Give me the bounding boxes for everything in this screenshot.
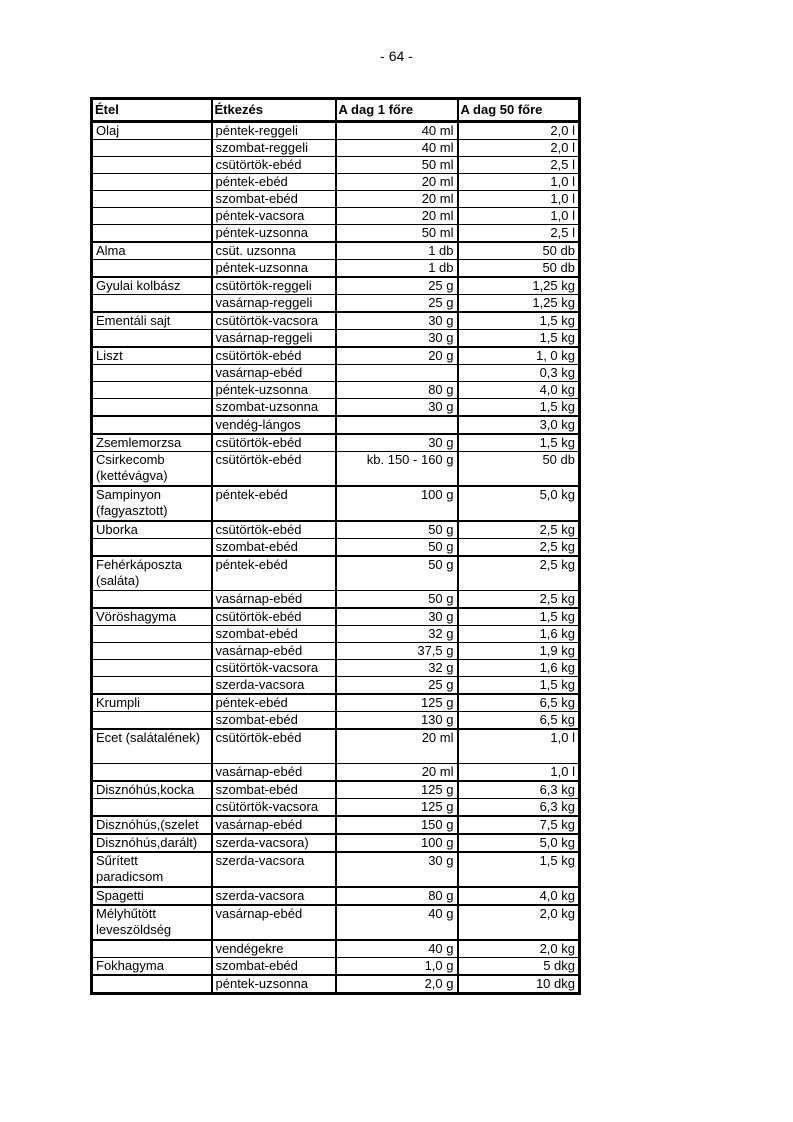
portion-per-50-cell: 2,0 l (458, 140, 580, 157)
portion-per-50-cell: 1,25 kg (458, 277, 580, 295)
food-cell: Sűrített paradicsom (92, 852, 212, 887)
table-row (92, 157, 580, 174)
food-cell: Krumpli (92, 694, 212, 712)
meal-cell: szombat-ebéd (212, 191, 336, 208)
meal-cell: csütörtök-ebéd (212, 608, 336, 626)
food-cell (92, 660, 212, 677)
table-row (92, 608, 580, 626)
table-row (92, 834, 580, 852)
meal-cell: vasárnap-reggeli (212, 295, 336, 313)
table-row (92, 694, 580, 712)
portion-per-1-cell: 20 ml (336, 174, 458, 191)
meal-cell: szombat-ebéd (212, 626, 336, 643)
portion-per-1-cell: 125 g (336, 781, 458, 799)
portion-per-50-cell: 2,0 kg (458, 940, 580, 958)
portion-per-50-cell: 1,9 kg (458, 643, 580, 660)
table-row (92, 382, 580, 399)
portion-per-1-cell: 32 g (336, 626, 458, 643)
table-row (92, 539, 580, 557)
portion-per-1-cell: 2,0 g (336, 975, 458, 994)
food-cell (92, 975, 212, 994)
table-row (92, 660, 580, 677)
meal-cell: csütörtök-vacsora (212, 799, 336, 817)
meal-cell: csütörtök-vacsora (212, 660, 336, 677)
table-row (92, 434, 580, 452)
table-row (92, 781, 580, 799)
portion-per-1-cell: 40 g (336, 905, 458, 940)
portion-per-1-cell: 50 ml (336, 225, 458, 243)
table-row (92, 556, 580, 591)
table-row (92, 816, 580, 834)
table-row (92, 799, 580, 817)
portion-per-1-cell: 20 ml (336, 729, 458, 764)
page-number: - 64 - (380, 48, 413, 64)
food-cell: Olaj (92, 122, 212, 140)
food-cell (92, 799, 212, 817)
meal-cell: vendég-lángos (212, 416, 336, 434)
portion-per-1-cell: 20 ml (336, 208, 458, 225)
table-row (92, 591, 580, 609)
meal-cell: csütörtök-reggeli (212, 277, 336, 295)
meal-cell: péntek-ebéd (212, 694, 336, 712)
food-portions-table (90, 97, 581, 995)
meal-cell: szerda-vacsora (212, 852, 336, 887)
portion-per-50-cell: 1,5 kg (458, 330, 580, 348)
portion-per-1-cell: 50 ml (336, 157, 458, 174)
table-row (92, 521, 580, 539)
portion-per-50-cell: 1,5 kg (458, 399, 580, 417)
food-cell: Mélyhűtött leveszöldség (92, 905, 212, 940)
portion-per-50-cell: 2,5 l (458, 225, 580, 243)
food-cell (92, 591, 212, 609)
portion-per-50-cell: 1,0 l (458, 174, 580, 191)
table-row (92, 643, 580, 660)
portion-per-1-cell: 25 g (336, 295, 458, 313)
portion-per-50-cell: 50 db (458, 452, 580, 487)
food-cell (92, 295, 212, 313)
portion-per-1-cell: 50 g (336, 521, 458, 539)
food-cell (92, 764, 212, 782)
table-row (92, 940, 580, 958)
portion-per-1-cell: 1 db (336, 242, 458, 260)
meal-cell: szombat-ebéd (212, 781, 336, 799)
meal-cell: csütörtök-vacsora (212, 312, 336, 330)
portion-per-1-cell: 40 ml (336, 122, 458, 140)
portion-per-50-cell: 2,5 kg (458, 539, 580, 557)
portion-per-50-cell: 5 dkg (458, 958, 580, 976)
table-row (92, 399, 580, 417)
food-cell: Sampinyon (fagyasztott) (92, 486, 212, 521)
table-row (92, 975, 580, 994)
portion-per-50-cell: 10 dkg (458, 975, 580, 994)
food-cell: Liszt (92, 347, 212, 365)
meal-cell: vasárnap-ebéd (212, 764, 336, 782)
food-cell (92, 382, 212, 399)
portion-per-50-cell: 1,5 kg (458, 312, 580, 330)
portion-per-1-cell: 40 ml (336, 140, 458, 157)
food-cell (92, 208, 212, 225)
food-cell (92, 399, 212, 417)
food-cell: Uborka (92, 521, 212, 539)
meal-cell: szerda-vacsora) (212, 834, 336, 852)
portion-per-50-cell: 5,0 kg (458, 834, 580, 852)
portion-per-50-cell: 1, 0 kg (458, 347, 580, 365)
portion-per-50-cell: 1,5 kg (458, 608, 580, 626)
portion-per-1-cell: 20 ml (336, 191, 458, 208)
meal-cell: szombat-ebéd (212, 712, 336, 730)
food-cell: Alma (92, 242, 212, 260)
portion-per-1-cell: 150 g (336, 816, 458, 834)
food-cell (92, 225, 212, 243)
portion-per-1-cell: 30 g (336, 399, 458, 417)
meal-cell: szombat-ebéd (212, 958, 336, 976)
table-row (92, 277, 580, 295)
meal-cell: csütörtök-ebéd (212, 521, 336, 539)
meal-cell: péntek-ebéd (212, 174, 336, 191)
table-row (92, 712, 580, 730)
meal-cell: vasárnap-ebéd (212, 643, 336, 660)
portion-per-1-cell: 80 g (336, 382, 458, 399)
table-row (92, 729, 580, 764)
portion-per-50-cell: 6,3 kg (458, 799, 580, 817)
portion-per-1-cell: 30 g (336, 434, 458, 452)
table-row (92, 225, 580, 243)
food-cell: Disznóhús,(szelet (92, 816, 212, 834)
portion-per-50-cell: 1,6 kg (458, 626, 580, 643)
food-cell (92, 416, 212, 434)
portion-per-50-cell: 2,0 kg (458, 905, 580, 940)
portion-per-1-cell: 100 g (336, 834, 458, 852)
portion-per-50-cell: 3,0 kg (458, 416, 580, 434)
portion-per-50-cell: 2,5 kg (458, 556, 580, 591)
table-row (92, 905, 580, 940)
table-row (92, 958, 580, 976)
meal-cell: péntek-ebéd (212, 556, 336, 591)
meal-cell: péntek-uzsonna (212, 225, 336, 243)
portion-per-50-cell: 5,0 kg (458, 486, 580, 521)
food-cell: Zsemlemorzsa (92, 434, 212, 452)
food-cell: Fehérkáposzta (saláta) (92, 556, 212, 591)
portion-per-1-cell: 40 g (336, 940, 458, 958)
meal-cell: szombat-ebéd (212, 539, 336, 557)
table-row (92, 260, 580, 278)
table-row (92, 677, 580, 695)
portion-per-1-cell: 25 g (336, 677, 458, 695)
meal-cell: vasárnap-ebéd (212, 365, 336, 382)
portion-per-1-cell: 32 g (336, 660, 458, 677)
food-cell (92, 174, 212, 191)
food-cell: Vöröshagyma (92, 608, 212, 626)
meal-cell: péntek-reggeli (212, 122, 336, 140)
meal-cell: péntek-ebéd (212, 486, 336, 521)
meal-cell: szombat-uzsonna (212, 399, 336, 417)
food-cell (92, 191, 212, 208)
portion-per-1-cell: 125 g (336, 694, 458, 712)
food-cell (92, 643, 212, 660)
meal-cell: csütörtök-ebéd (212, 347, 336, 365)
portion-per-50-cell: 1,5 kg (458, 677, 580, 695)
food-cell: Disznóhús,kocka (92, 781, 212, 799)
table-row (92, 887, 580, 905)
portion-per-50-cell: 4,0 kg (458, 887, 580, 905)
portion-per-1-cell: 125 g (336, 799, 458, 817)
food-cell: Disznóhús,darált) (92, 834, 212, 852)
portion-per-1-cell: 130 g (336, 712, 458, 730)
portion-per-1-cell: kb. 150 - 160 g (336, 452, 458, 487)
meal-cell: vasárnap-ebéd (212, 905, 336, 940)
table-row (92, 140, 580, 157)
food-cell (92, 539, 212, 557)
meal-cell: péntek-vacsora (212, 208, 336, 225)
food-cell (92, 365, 212, 382)
portion-per-50-cell: 6,3 kg (458, 781, 580, 799)
portion-per-1-cell: 50 g (336, 539, 458, 557)
portion-per-50-cell: 1,6 kg (458, 660, 580, 677)
portion-per-50-cell: 2,5 kg (458, 521, 580, 539)
meal-cell: vasárnap-ebéd (212, 591, 336, 609)
meal-cell: szombat-reggeli (212, 140, 336, 157)
table-row (92, 295, 580, 313)
portion-per-50-cell: 6,5 kg (458, 712, 580, 730)
portion-per-1-cell: 100 g (336, 486, 458, 521)
food-cell: Csirkecomb (kettévágva) (92, 452, 212, 487)
portion-per-50-cell: 50 db (458, 260, 580, 278)
portion-per-50-cell: 4,0 kg (458, 382, 580, 399)
meal-cell: csütörtök-ebéd (212, 157, 336, 174)
portion-per-1-cell: 50 g (336, 591, 458, 609)
food-cell (92, 260, 212, 278)
meal-cell: csütörtök-ebéd (212, 452, 336, 487)
table-row (92, 208, 580, 225)
meal-cell: vendégekre (212, 940, 336, 958)
portion-per-1-cell: 30 g (336, 852, 458, 887)
portion-per-1-cell: 20 g (336, 347, 458, 365)
food-cell (92, 157, 212, 174)
table-row (92, 764, 580, 782)
portion-per-50-cell: 1,5 kg (458, 852, 580, 887)
meal-cell: péntek-uzsonna (212, 382, 336, 399)
portion-per-50-cell: 1,0 l (458, 729, 580, 764)
table-row (92, 626, 580, 643)
portion-per-50-cell: 6,5 kg (458, 694, 580, 712)
table-row (92, 365, 580, 382)
table-row (92, 174, 580, 191)
table-row (92, 242, 580, 260)
portion-per-50-cell: 0,3 kg (458, 365, 580, 382)
table-body (92, 122, 580, 994)
food-cell: Ecet (salátalének) (92, 729, 212, 764)
portion-per-50-cell: 1,0 l (458, 764, 580, 782)
portion-per-1-cell: 30 g (336, 312, 458, 330)
column-header-portion-per-50: A dag 50 főre (458, 99, 580, 122)
column-header-food: Étel (92, 99, 212, 122)
table-row (92, 330, 580, 348)
portion-per-1-cell: 30 g (336, 608, 458, 626)
portion-per-1-cell: 1,0 g (336, 958, 458, 976)
portion-per-50-cell: 1,0 l (458, 191, 580, 208)
food-cell (92, 140, 212, 157)
portion-per-1-cell: 25 g (336, 277, 458, 295)
header-row (92, 99, 580, 122)
portion-per-50-cell: 1,5 kg (458, 434, 580, 452)
portion-per-1-cell (336, 365, 458, 382)
portion-per-50-cell: 2,0 l (458, 122, 580, 140)
meal-cell: vasárnap-ebéd (212, 816, 336, 834)
portion-per-50-cell: 2,5 l (458, 157, 580, 174)
portion-per-1-cell: 1 db (336, 260, 458, 278)
meal-cell: csüt. uzsonna (212, 242, 336, 260)
meal-cell: péntek-uzsonna (212, 260, 336, 278)
column-header-portion-per-1: A dag 1 főre (336, 99, 458, 122)
portion-per-1-cell: 37,5 g (336, 643, 458, 660)
food-cell (92, 677, 212, 695)
portion-per-1-cell: 20 ml (336, 764, 458, 782)
food-cell (92, 712, 212, 730)
meal-cell: vasárnap-reggeli (212, 330, 336, 348)
portion-per-1-cell: 50 g (336, 556, 458, 591)
portion-per-50-cell: 50 db (458, 242, 580, 260)
food-cell (92, 330, 212, 348)
food-cell (92, 626, 212, 643)
portion-per-50-cell: 7,5 kg (458, 816, 580, 834)
table-row (92, 452, 580, 487)
meal-cell: csütörtök-ebéd (212, 434, 336, 452)
portion-per-50-cell: 1,0 l (458, 208, 580, 225)
table-row (92, 486, 580, 521)
table-row (92, 191, 580, 208)
food-cell: Ementáli sajt (92, 312, 212, 330)
portion-per-1-cell: 80 g (336, 887, 458, 905)
food-cell: Gyulai kolbász (92, 277, 212, 295)
meal-cell: szerda-vacsora (212, 677, 336, 695)
meal-cell: péntek-uzsonna (212, 975, 336, 994)
column-header-meal: Étkezés (212, 99, 336, 122)
meal-cell: szerda-vacsora (212, 887, 336, 905)
portion-per-1-cell (336, 416, 458, 434)
table-row (92, 852, 580, 887)
food-cell: Fokhagyma (92, 958, 212, 976)
table-row (92, 347, 580, 365)
portion-per-50-cell: 1,25 kg (458, 295, 580, 313)
portion-per-1-cell: 30 g (336, 330, 458, 348)
table-row (92, 416, 580, 434)
table-row (92, 312, 580, 330)
meal-cell: csütörtök-ebéd (212, 729, 336, 764)
table-row (92, 122, 580, 140)
portion-per-50-cell: 2,5 kg (458, 591, 580, 609)
food-cell (92, 940, 212, 958)
food-cell: Spagetti (92, 887, 212, 905)
